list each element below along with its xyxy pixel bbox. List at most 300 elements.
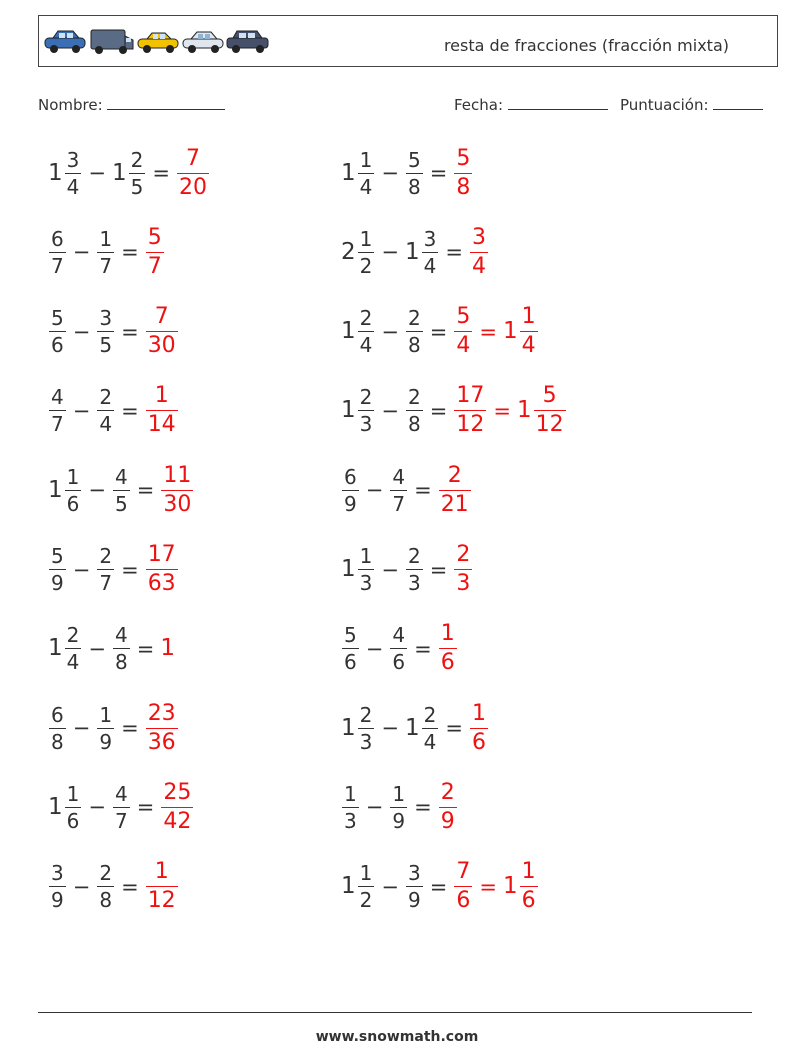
problem-4	[341, 222, 489, 282]
minuend-whole: 1	[341, 873, 356, 900]
subtrahend-numerator: 4	[392, 623, 406, 648]
minuend-numerator: 1	[66, 781, 80, 806]
equals-sign: =	[121, 716, 139, 741]
answer-denominator: 14	[147, 412, 176, 438]
fraction-bar	[97, 331, 114, 332]
minuend-denominator: 8	[51, 729, 64, 754]
minuend-numerator: 6	[344, 464, 357, 489]
fraction-bar	[439, 648, 457, 649]
subtrahend-numerator: 2	[99, 385, 113, 410]
answer	[438, 779, 458, 834]
subtrahend-denominator: 6	[392, 650, 406, 675]
equals-sign: =	[429, 319, 448, 344]
subtrahend-denominator: 9	[407, 888, 421, 913]
minuend-whole: 1	[341, 556, 356, 582]
subtrahend-fraction	[406, 861, 423, 913]
minuend-fraction	[342, 781, 359, 833]
fraction-bar	[358, 728, 375, 729]
answer-fraction	[439, 779, 457, 834]
minuend-fraction	[49, 702, 66, 754]
minuend-fraction	[65, 464, 82, 516]
equals-sign: =	[429, 161, 448, 185]
answer-fraction	[470, 224, 488, 279]
minus-sign: −	[72, 398, 91, 423]
answer-mixed-denominator: 12	[535, 412, 564, 438]
equals-sign: =	[429, 874, 448, 899]
answer-fraction	[146, 306, 178, 357]
fraction-bar	[65, 490, 82, 491]
problem-19	[48, 857, 179, 917]
answer-mixed-whole: 1	[516, 397, 532, 424]
minus-sign: −	[88, 795, 106, 820]
equals-sign: =	[429, 398, 448, 423]
minus-sign: −	[381, 874, 399, 899]
minuend-denominator: 3	[359, 571, 373, 595]
problem-9	[48, 460, 194, 520]
equals-sign: =	[445, 716, 463, 741]
fraction-bar	[49, 410, 66, 411]
answer-numerator: 25	[163, 779, 192, 805]
fraction-bar	[49, 331, 66, 332]
answer-numerator: 5	[147, 224, 162, 250]
minuend-fraction	[358, 226, 375, 278]
answer	[453, 861, 538, 912]
subtrahend-numerator: 2	[407, 306, 421, 331]
subtrahend-numerator: 2	[423, 702, 437, 727]
fraction-bar	[113, 490, 130, 491]
subtrahend-denominator: 7	[99, 571, 113, 595]
minuend-whole: 2	[341, 238, 356, 265]
minuend-denominator: 6	[344, 650, 357, 675]
subtrahend-numerator: 5	[407, 147, 421, 172]
answer-numerator: 2	[447, 462, 462, 488]
answer-numerator: 7	[456, 859, 471, 885]
minuend-fraction	[65, 147, 82, 199]
problem-12	[341, 540, 473, 600]
answer-denominator: 4	[471, 253, 486, 279]
problem-2	[341, 143, 473, 203]
minuend-numerator: 1	[66, 464, 80, 489]
answer-fraction	[161, 462, 193, 517]
minuend-denominator: 2	[359, 888, 373, 913]
answer-numerator: 7	[185, 145, 200, 171]
minuend-fraction	[49, 226, 66, 278]
fraction-bar	[342, 648, 359, 649]
subtrahend-fraction	[406, 147, 423, 199]
answer-denominator: 7	[147, 253, 162, 279]
fraction-bar	[520, 886, 538, 887]
answer	[469, 224, 489, 279]
minuend-fraction	[358, 546, 375, 593]
answer	[469, 700, 489, 755]
answer-numerator: 17	[456, 383, 485, 409]
fraction-bar	[358, 410, 375, 411]
fraction-bar	[470, 728, 488, 729]
answer-fraction	[146, 861, 178, 912]
subtrahend-numerator: 3	[407, 861, 421, 886]
subtrahend-fraction	[406, 546, 423, 593]
answer-mixed-denominator: 6	[521, 888, 536, 914]
answer-denominator: 9	[440, 808, 455, 834]
answer-denominator: 42	[163, 808, 192, 834]
fraction-bar	[358, 252, 375, 253]
answer	[453, 145, 473, 200]
answer-denominator: 8	[456, 174, 471, 200]
equals-sign: =	[414, 636, 432, 661]
answer	[145, 861, 179, 912]
fraction-bar	[454, 886, 472, 887]
fraction-bar	[97, 252, 114, 253]
minuend-numerator: 6	[51, 226, 64, 251]
equals-sign: =	[121, 557, 139, 582]
answer-fraction	[454, 385, 486, 436]
answer	[160, 637, 176, 660]
fraction-bar	[439, 807, 457, 808]
minuend-denominator: 9	[51, 888, 64, 913]
minuend-denominator: 4	[66, 174, 80, 199]
fraction-bar	[406, 569, 423, 570]
fraction-bar	[97, 886, 114, 887]
minuend-numerator: 2	[359, 385, 373, 410]
equals-sign: =	[121, 874, 139, 899]
answer-mixed-whole: 1	[502, 873, 518, 900]
minuend-fraction	[49, 385, 66, 437]
equals-sign: =	[121, 398, 139, 423]
score-field	[620, 94, 763, 114]
minuend-numerator: 2	[359, 702, 373, 727]
fraction-bar	[49, 569, 66, 570]
fraction-bar	[454, 173, 472, 174]
fraction-bar	[534, 410, 566, 411]
minuend-denominator: 4	[359, 333, 373, 358]
subtrahend-whole: 1	[111, 159, 127, 186]
minuend-fraction	[342, 464, 359, 516]
equals-sign: =	[414, 478, 432, 503]
answer-mixed-numerator: 1	[521, 304, 536, 330]
minus-sign: −	[381, 398, 399, 423]
minuend-numerator: 1	[359, 147, 373, 172]
problem-1	[48, 143, 210, 203]
minuend-numerator: 3	[51, 861, 64, 886]
answer-fraction	[146, 385, 178, 436]
minuend-fraction	[49, 306, 66, 358]
answer-fraction	[439, 623, 457, 674]
subtrahend-numerator: 4	[392, 464, 406, 489]
fraction-bar	[161, 490, 193, 491]
answer-numerator: 3	[471, 224, 486, 250]
answer-numerator: 23	[147, 700, 176, 726]
subtrahend-fraction	[390, 781, 407, 833]
minuend-numerator: 3	[66, 147, 80, 172]
minus-sign: −	[381, 240, 399, 265]
subtrahend-numerator: 2	[407, 385, 421, 410]
subtrahend-numerator: 2	[99, 861, 113, 886]
minuend-numerator: 2	[66, 623, 80, 648]
problem-17	[48, 777, 194, 837]
problem-10	[341, 460, 472, 520]
fraction-bar	[358, 886, 375, 887]
fraction-bar	[161, 807, 193, 808]
subtrahend-denominator: 4	[423, 729, 437, 754]
minuend-fraction	[65, 623, 82, 675]
answer-denominator: 21	[440, 491, 469, 517]
fraction-bar	[406, 886, 423, 887]
subtrahend-numerator: 2	[407, 544, 421, 568]
answer-fraction	[454, 544, 472, 595]
minuend-denominator: 3	[344, 808, 357, 833]
minuend-denominator: 7	[51, 412, 64, 437]
answer	[145, 700, 179, 755]
minus-sign: −	[365, 636, 384, 661]
subtrahend-numerator: 3	[99, 306, 113, 331]
subtrahend-denominator: 5	[99, 333, 113, 358]
answer-whole: 1	[160, 635, 175, 662]
minuend-numerator: 1	[344, 781, 357, 806]
answer-numerator: 1	[154, 859, 169, 885]
subtrahend-fraction	[113, 623, 130, 675]
subtrahend-numerator: 4	[114, 781, 128, 806]
fraction-bar	[146, 331, 178, 332]
fraction-bar	[454, 569, 472, 570]
answer-fraction	[454, 145, 472, 200]
van-icon	[91, 30, 133, 54]
fraction-bar	[146, 728, 178, 729]
minus-sign: −	[72, 319, 91, 344]
minus-sign: −	[72, 874, 91, 899]
minuend-denominator: 2	[359, 253, 373, 278]
fraction-bar	[113, 807, 130, 808]
problem-14	[341, 619, 458, 679]
answer-mixed-fraction	[520, 861, 538, 912]
minuend-whole: 1	[341, 318, 356, 345]
minuend-numerator: 1	[359, 544, 373, 568]
equals-sign: =	[136, 636, 155, 661]
fraction-bar	[520, 331, 538, 332]
minuend-numerator: 4	[51, 385, 64, 410]
minus-sign: −	[381, 319, 399, 344]
minuend-denominator: 9	[51, 571, 64, 595]
minuend-denominator: 6	[66, 808, 80, 833]
fraction-bar	[390, 490, 407, 491]
subtrahend-numerator: 1	[392, 781, 406, 806]
subtrahend-denominator: 8	[407, 412, 421, 437]
fraction-bar	[342, 807, 359, 808]
fraction-bar	[358, 569, 375, 570]
subtrahend-denominator: 8	[114, 650, 128, 675]
taxi-icon	[138, 33, 178, 53]
answer-mixed-numerator: 5	[542, 383, 557, 409]
minuend-numerator: 5	[344, 623, 357, 648]
subtrahend-denominator: 7	[99, 253, 113, 278]
answer	[160, 462, 194, 517]
fraction-bar	[454, 410, 486, 411]
subtrahend-denominator: 7	[114, 808, 128, 833]
answer	[453, 306, 538, 357]
fraction-bar	[358, 173, 375, 174]
answer	[438, 623, 458, 674]
minus-sign: −	[381, 716, 399, 741]
subtrahend-denominator: 9	[392, 808, 406, 833]
answer-numerator: 11	[163, 462, 192, 488]
subtrahend-numerator: 2	[130, 147, 144, 172]
subtrahend-denominator: 8	[407, 174, 421, 199]
minuend-fraction	[49, 861, 66, 913]
problem-11	[48, 540, 179, 600]
minuend-whole: 1	[341, 714, 356, 741]
fraction-bar	[97, 728, 114, 729]
subtrahend-whole: 1	[404, 238, 420, 265]
answer-numerator: 7	[154, 304, 169, 330]
answer-denominator: 6	[440, 650, 455, 676]
date-label: Fecha:	[454, 96, 504, 114]
subtrahend-denominator: 4	[99, 412, 113, 437]
problem-8	[341, 381, 567, 441]
subtrahend-denominator: 4	[423, 253, 437, 278]
answer-denominator: 36	[147, 729, 176, 755]
fraction-bar	[406, 410, 423, 411]
suv-icon	[227, 31, 268, 53]
minuend-fraction	[358, 702, 375, 754]
answer-fraction	[454, 861, 472, 912]
answer	[145, 224, 165, 279]
answer-denominator: 6	[471, 729, 486, 755]
fraction-bar	[113, 648, 130, 649]
answer-equals-sign: =	[493, 398, 511, 423]
minus-sign: −	[88, 161, 106, 185]
answer-denominator: 3	[456, 571, 471, 596]
fraction-bar	[97, 410, 114, 411]
problem-5	[48, 302, 179, 362]
minuend-denominator: 4	[359, 174, 373, 199]
minus-sign: −	[381, 161, 399, 185]
minuend-denominator: 7	[51, 253, 64, 278]
fraction-bar	[49, 728, 66, 729]
subtrahend-fraction	[406, 306, 423, 358]
answer-equals-sign: =	[479, 874, 497, 899]
footer-divider	[38, 1012, 752, 1013]
problem-20	[341, 857, 539, 917]
minuend-whole: 1	[48, 793, 63, 820]
equals-sign: =	[445, 240, 463, 265]
answer-fraction	[161, 779, 193, 834]
minuend-whole: 1	[48, 635, 63, 662]
fraction-bar	[49, 886, 66, 887]
minuend-whole: 1	[48, 159, 63, 186]
minuend-fraction	[358, 306, 375, 358]
answer-mixed-whole: 1	[502, 318, 518, 345]
answer	[145, 306, 179, 357]
minuend-whole: 1	[48, 476, 63, 503]
fraction-bar	[177, 173, 209, 174]
subtrahend-numerator: 4	[114, 464, 128, 489]
problem-7	[48, 381, 179, 441]
name-label: Nombre:	[38, 96, 103, 114]
answer-numerator: 1	[471, 700, 486, 726]
subtrahend-fraction	[97, 385, 114, 437]
minuend-fraction	[358, 861, 375, 913]
score-label: Puntuación:	[620, 96, 709, 114]
minuend-denominator: 9	[344, 491, 357, 516]
answer-numerator: 2	[456, 542, 471, 567]
subtrahend-fraction	[390, 464, 407, 516]
minuend-numerator: 2	[359, 306, 373, 331]
problem-15	[48, 698, 179, 758]
fraction-bar	[146, 569, 178, 570]
subtrahend-whole: 1	[404, 714, 420, 741]
answer-denominator: 63	[147, 571, 176, 596]
car-icons	[43, 28, 271, 56]
worksheet-title: resta de fracciones (fracción mixta)	[443, 36, 729, 55]
subtrahend-fraction	[113, 781, 130, 833]
equals-sign: =	[121, 319, 139, 344]
answer-fraction	[177, 145, 209, 200]
subtrahend-fraction	[97, 861, 114, 913]
fraction-bar	[422, 252, 439, 253]
subtrahend-denominator: 9	[99, 729, 113, 754]
subtrahend-fraction	[422, 226, 439, 278]
answer-mixed-fraction	[520, 306, 538, 357]
fraction-bar	[65, 173, 82, 174]
fraction-bar	[406, 331, 423, 332]
name-blank	[107, 94, 225, 110]
subtrahend-denominator: 8	[407, 333, 421, 358]
answer-numerator: 5	[456, 304, 471, 330]
minuend-denominator: 3	[359, 729, 373, 754]
date-blank	[508, 94, 608, 110]
minuend-denominator: 3	[359, 412, 373, 437]
subtrahend-denominator: 3	[407, 571, 421, 595]
minuend-fraction	[358, 147, 375, 199]
answer-numerator: 1	[154, 383, 169, 409]
subtrahend-numerator: 4	[114, 623, 128, 648]
fraction-bar	[65, 807, 82, 808]
subtrahend-denominator: 5	[114, 491, 128, 516]
car-icon	[45, 31, 85, 53]
fraction-bar	[146, 886, 178, 887]
equals-sign: =	[429, 557, 448, 582]
name-field	[38, 94, 225, 114]
minuend-whole: 1	[341, 397, 356, 424]
problem-13	[48, 619, 176, 679]
answer-fraction	[146, 224, 164, 279]
answer	[145, 385, 179, 436]
fraction-bar	[97, 569, 114, 570]
minuend-numerator: 1	[359, 226, 373, 251]
minus-sign: −	[72, 557, 91, 582]
answer-fraction	[146, 700, 178, 755]
score-blank	[713, 94, 763, 110]
answer-numerator: 1	[440, 621, 455, 647]
minuend-fraction	[358, 385, 375, 437]
problem-16	[341, 698, 489, 758]
answer-fraction	[454, 306, 472, 357]
answer-mixed-denominator: 4	[521, 333, 536, 359]
minus-sign: −	[365, 795, 384, 820]
subtrahend-numerator: 1	[99, 702, 113, 727]
minuend-fraction	[49, 546, 66, 593]
fraction-bar	[342, 490, 359, 491]
car-icon	[183, 32, 223, 53]
equals-sign: =	[414, 795, 432, 820]
minus-sign: −	[88, 478, 106, 503]
minus-sign: −	[88, 636, 106, 661]
subtrahend-denominator: 5	[130, 174, 144, 199]
fraction-bar	[406, 173, 423, 174]
fraction-bar	[129, 173, 146, 174]
answer-fraction	[146, 544, 178, 595]
minuend-denominator: 6	[66, 491, 80, 516]
subtrahend-fraction	[97, 546, 114, 593]
